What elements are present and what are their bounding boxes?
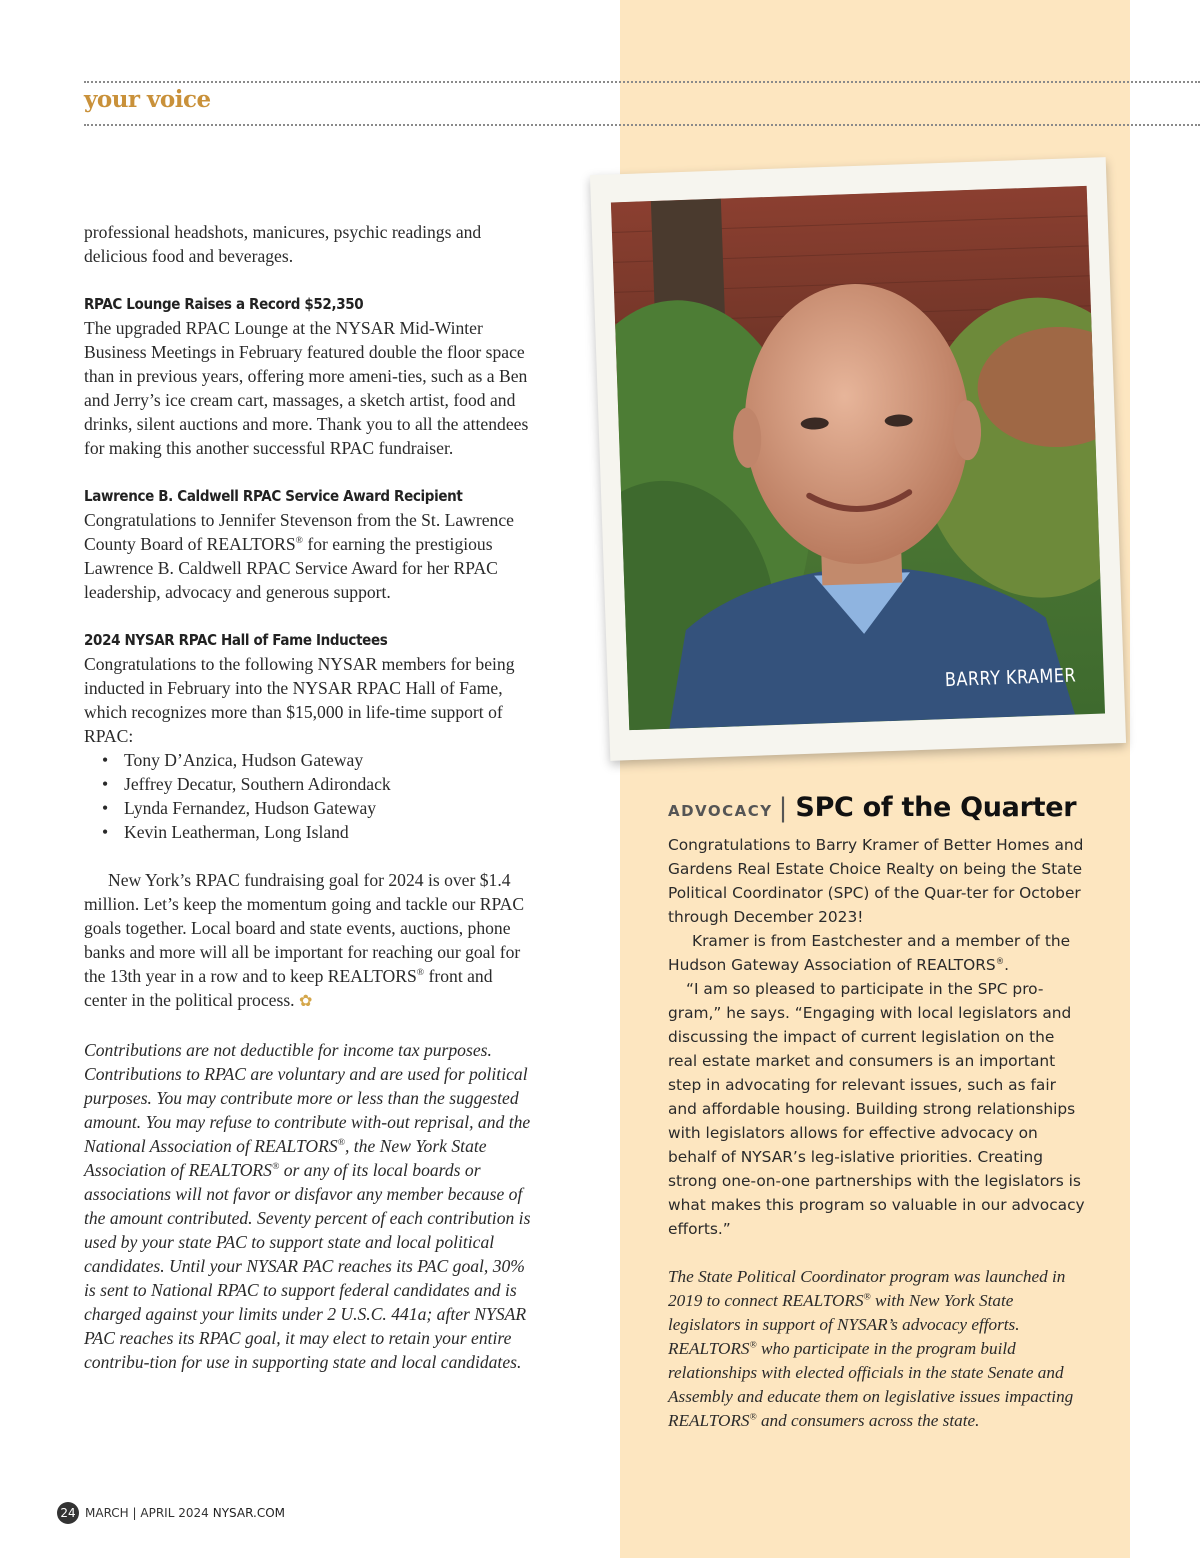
section-kicker: ADVOCACY: [668, 802, 773, 820]
heading-separator: |: [778, 793, 788, 823]
sidebar-heading: [668, 792, 1088, 823]
left-column: [84, 220, 534, 1374]
hall-body: Congratulations to the following NYSAR members for being inducted in February into the NYSAR RPAC Hall of Fame, which recognizes more than $15,000 in life-time support of RPAC:: [84, 654, 515, 746]
spc-para-2: Kramer is from Eastchester and a member of the Hudson Gateway Association of REALTORS®.: [668, 932, 1071, 974]
issue-date: MARCH | APRIL 2024: [85, 1506, 209, 1520]
page-footer: [57, 1502, 285, 1524]
lounge-heading: RPAC Lounge Raises a Record $52,350: [84, 295, 364, 313]
spc-para-1: Congratulations to Barry Kramer of Better Homes and Gardens Real Estate Choice Realty on being the State Political Coordinator (SPC) of the Quar-ter for October through December 2023!: [668, 836, 1084, 926]
intro-text: professional headshots, manicures, psychic readings and delicious food and beverages.: [84, 222, 482, 266]
list-item: • Jeffrey Decatur, Southern Adirondack: [84, 772, 534, 796]
list-item: • Tony D’Anzica, Hudson Gateway: [84, 748, 534, 772]
header-rule-bottom: [84, 124, 1200, 126]
sidebar-title: SPC of the Quarter: [795, 792, 1077, 823]
portrait-illustration: [611, 186, 1105, 730]
page-number: 24: [57, 1502, 79, 1524]
list-item: • Lynda Fernandez, Hudson Gateway: [84, 796, 534, 820]
end-mark-icon: ✿: [298, 993, 313, 1010]
header-rule-top: [84, 81, 1200, 83]
goal-body: New York’s RPAC fundraising goal for 2024 is over $1.4 million. Let’s keep the momentum going and tackle our RPAC goals together. Local board and state events, auctions, phone banks and more will all be important for reaching our goal for the 13th year in a row and to keep REALTORS® front and center in the political process. ✿: [84, 870, 525, 1010]
award-body: Congratulations to Jennifer Stevenson from the St. Lawrence County Board of REALTORS® for earning the prestigious Lawrence B. Caldwell RPAC Service Award for her RPAC leadership, advocacy and generous support.: [84, 510, 514, 602]
portrait-photo: [611, 186, 1105, 730]
list-item: • Kevin Leatherman, Long Island: [84, 820, 534, 844]
site-link[interactable]: NYSAR.COM: [212, 1506, 286, 1520]
right-column: [668, 792, 1088, 1433]
spc-quote: “I am so pleased to participate in the SPC pro-gram,” he says. “Engaging with local legislators and discussing the impact of current legislation on the real estate market and consumers is an important step in advocating for relevant issues, such as fair and affordable housing. Building strong relationships with legislators allows for effective advocacy on behalf of NYSAR’s leg-islative priorities. Creating strong one-on-one partnerships with the legislators is what makes this program so valuable in our advocacy efforts.”: [668, 980, 1085, 1238]
hall-heading: 2024 NYSAR RPAC Hall of Fame Inductees: [84, 631, 388, 649]
lounge-body: The upgraded RPAC Lounge at the NYSAR Mid-Winter Business Meetings in February featured double the floor space than in previous years, offering more ameni-ties, such as a Ben and Jerry’s ice cream cart, massages, a sketch artist, food and drinks, silent auctions and more. Thank you to all the attendees for making this another successful RPAC fundraiser.: [84, 318, 529, 458]
award-heading: Lawrence B. Caldwell RPAC Service Award Recipient: [84, 487, 463, 505]
photo-caption: BARRY KRAMER: [944, 664, 1077, 692]
disclaimer-text: Contributions are not deductible for income tax purposes. Contributions to RPAC are voluntary and are used for political purposes. You may contribute more or less than the suggested amount. You may refuse to contribute with-out reprisal, and the National Association of REALTORS®, the New York State Association of REALTORS® or any of its local boards or associations will not favor or disfavor any member because of the amount contributed. Seventy percent of each contribution is used by your state PAC to support state and local political candidates. Until your NYSAR PAC reaches its PAC goal, 30% is sent to National RPAC to support federal candidates and is charged against your limits under 2 U.S.C. 441a; after NYSAR PAC reaches its RPAC goal, it may elect to retain your entire contribu-tion for use in supporting state and local candidates.: [84, 1040, 531, 1372]
inductee-list: [84, 748, 534, 844]
section-label: your voice: [84, 86, 211, 113]
photo-frame: [590, 157, 1126, 761]
spc-program-note: The State Political Coordinator program was launched in 2019 to connect REALTORS® with New York State legislators in support of NYSAR’s advocacy efforts. REALTORS® who participate in the program build relationships with elected officials in the state Senate and Assembly and educate them on legislative issues impacting REALTORS® and consumers across the state.: [668, 1267, 1074, 1430]
